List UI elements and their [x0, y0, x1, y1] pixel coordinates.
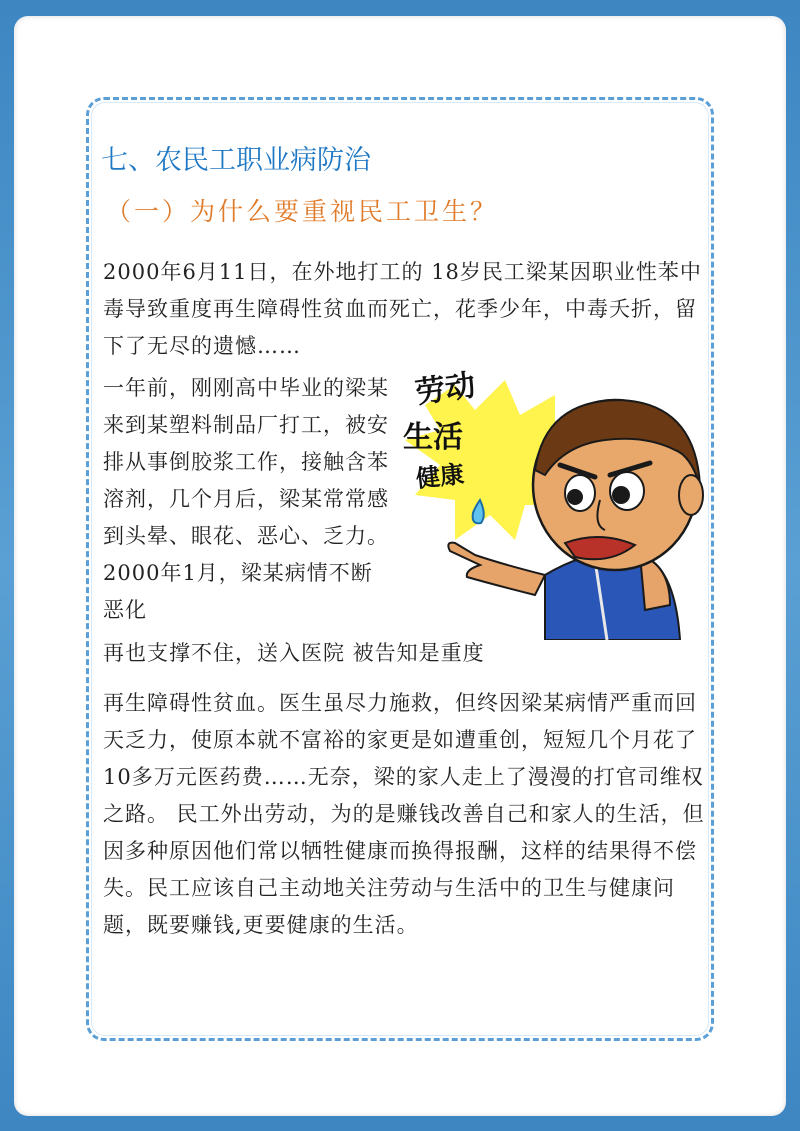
right-pupil [612, 486, 630, 504]
slogan-line-3: 健康 [414, 460, 466, 493]
slogan-line-2: 生活 [403, 420, 463, 455]
story-case-tail: 再也支撑不住，送入医院 被告知是重度 [103, 641, 485, 665]
section-subtitle: （一）为什么要重视民工卫生？ [106, 197, 499, 226]
pointing-hand-shape [448, 543, 545, 595]
slogan-line-1: 劳动 [413, 367, 478, 411]
story-outcome-paragraph: 再生障碍性贫血。医生虽尽力施救，但终因梁某病情严重而回天乏力，使原本就不富裕的家更是如遭重创，短短几个月花了10多万元医药费……无奈，梁的家人走上了漫漫的打官司维权之路。 民工外出劳动，为的是赚钱改善自己和家人的生活，但因多种原因他们常以牺牲健康而换得报酬，这样的结果得不偿失。民工应该自己主动地关注劳动与生活中的卫生与健康问题，既要赚钱,更要健康的生活。 [103, 691, 705, 937]
worker-cartoon-svg [395, 365, 715, 640]
worker-cartoon-illustration [395, 365, 715, 640]
story-intro-paragraph: 2000年6月11日，在外地打工的 18岁民工梁某因职业性苯中毒导致重度再生障碍性贫血而死亡，花季少年，中毒夭折，留下了无尽的遗憾…… [103, 260, 702, 358]
section-title: 七、农民工职业病防治 [101, 145, 371, 176]
ear-shape [679, 475, 703, 515]
left-pupil [567, 489, 583, 505]
story-case-paragraph: 一年前，刚刚高中毕业的梁某来到某塑料制品厂打工，被安排从事倒胶浆工作，接触含苯溶剂，几个月后，梁某常常感到头晕、眼花、恶心、乏力。2000年1月，梁某病情不断恶化 [103, 376, 389, 622]
